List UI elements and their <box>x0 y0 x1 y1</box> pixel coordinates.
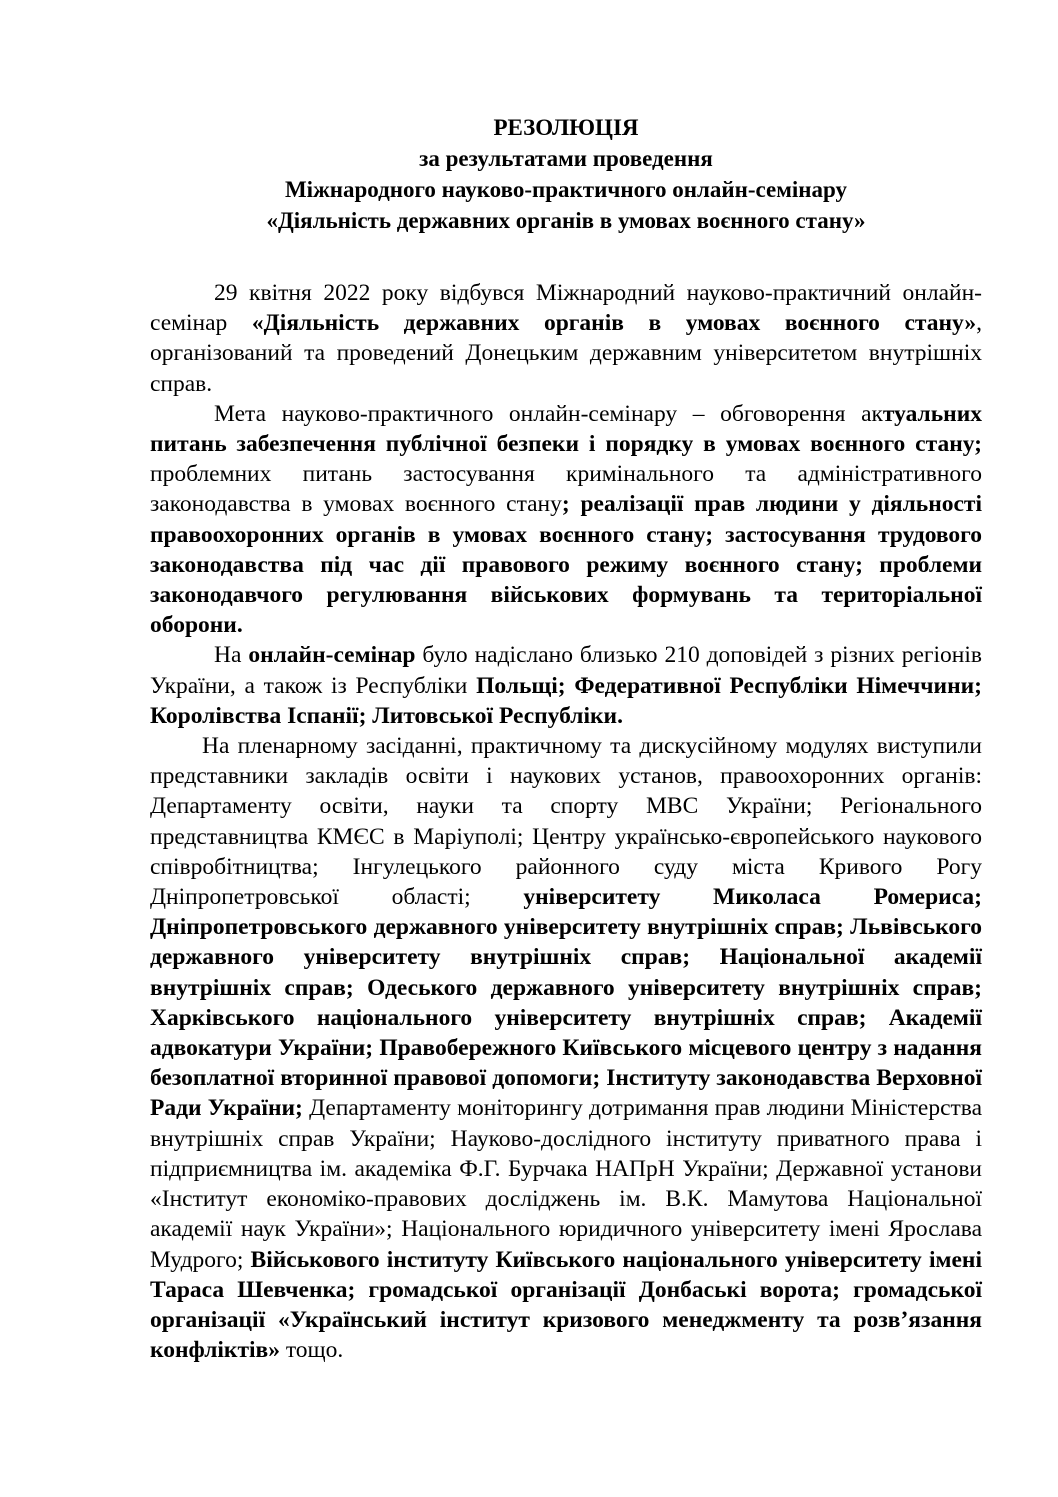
text-run: Департаменту моніторингу дотримання прав людини Міністерства внутрішніх справ України; Науково-дослідного інституту приватного права і підприємництва ім. академіка Ф.Г. Бурчака НАПрН України; Державної установи «Інститут економіко-правових досліджень ім. В.К. Мамутова Національної академії наук України»; Національного юридичного університету імені Ярослава Мудрого; <box>150 1095 982 1273</box>
text-run: На <box>214 642 249 669</box>
heading-title: РЕЗОЛЮЦІЯ <box>493 115 639 140</box>
text-run: проблемних питань застосування кримінального та адміністративного законодавства в умовах воєнного стану <box>150 461 982 518</box>
document-body <box>150 278 982 1365</box>
heading-subtitle-2: Міжнародного науково-практичного онлайн-семінару <box>284 177 848 202</box>
text-run-bold: ; реалізації прав людини у діяльності правоохоронних органів в умовах воєнного стану; застосування трудового законодавства під час дії правового режиму воєнного стану; проблеми законодавчого регулювання військових формувань та територіальної оборони. <box>150 491 982 639</box>
text-run-bold: Польщі; Федеративної Республіки Німеччини; Королівства Іспанії; Литовської Республіки. <box>150 672 982 729</box>
document-heading <box>150 112 982 236</box>
text-run-bold: Військового інституту Київського національного університету імені Тараса Шевченка; громадської організації Донбаські ворота; громадської організації «Український інститут кризового менеджменту та розв’язання конфліктів» <box>150 1246 982 1364</box>
heading-subtitle-1: за результатами проведення <box>419 146 713 171</box>
text-run: 29 квітня 2022 року відбувся Міжнародний науково-практичний онлайн-семінар <box>150 280 982 337</box>
paragraph-1 <box>150 278 982 399</box>
text-run: було надіслано близько 210 доповідей з різних регіонів України, а також із Республіки <box>150 642 982 699</box>
paragraph-3 <box>150 640 982 731</box>
paragraph-2 <box>150 399 982 641</box>
heading-subtitle-3: «Діяльність державних органів в умовах воєнного стану» <box>266 208 866 233</box>
text-run-bold: туальних питань забезпечення публічної безпеки і порядку в умовах воєнного стану; <box>150 400 982 458</box>
text-run: Мета науково-практичного онлайн-семінару – обговорення ак <box>214 400 883 427</box>
text-run-bold: «Діяльність державних органів в умовах воєнного стану» <box>251 310 977 337</box>
text-run-bold: університету Миколаса Ромериса; Дніпропетровського державного університету внутрішніх справ; Львівського державного університету внутрішніх справ; Національної академії внутрішніх справ; Одеського державного університету внутрішніх справ; Харківського національного університету внутрішніх справ; Академії адвокатури України; Правобережного Київського місцевого центру з надання безоплатної вторинної правової допомоги; Інституту законодавства Верховної Ради України; <box>150 884 982 1122</box>
text-run: На пленарному засіданні, практичному та дискусійному модулях виступили представники закладів освіти і наукових установ, правоохоронних органів: Департаменту освіти, науки та спорту МВС України; Регіонального представництва КМЄС в Маріуполі; Центру українсько-європейського наукового співробітництва; Інгулецького районного суду міста Кривого Рогу Дніпропетровської області; <box>150 733 982 911</box>
text-run: тощо. <box>279 1337 344 1364</box>
paragraph-4 <box>150 731 982 1365</box>
text-run: , організований та проведений Донецьким державним університетом внутрішніх справ. <box>150 310 982 397</box>
document-page <box>150 112 982 1365</box>
text-run-bold: онлайн-семінар <box>248 642 416 669</box>
